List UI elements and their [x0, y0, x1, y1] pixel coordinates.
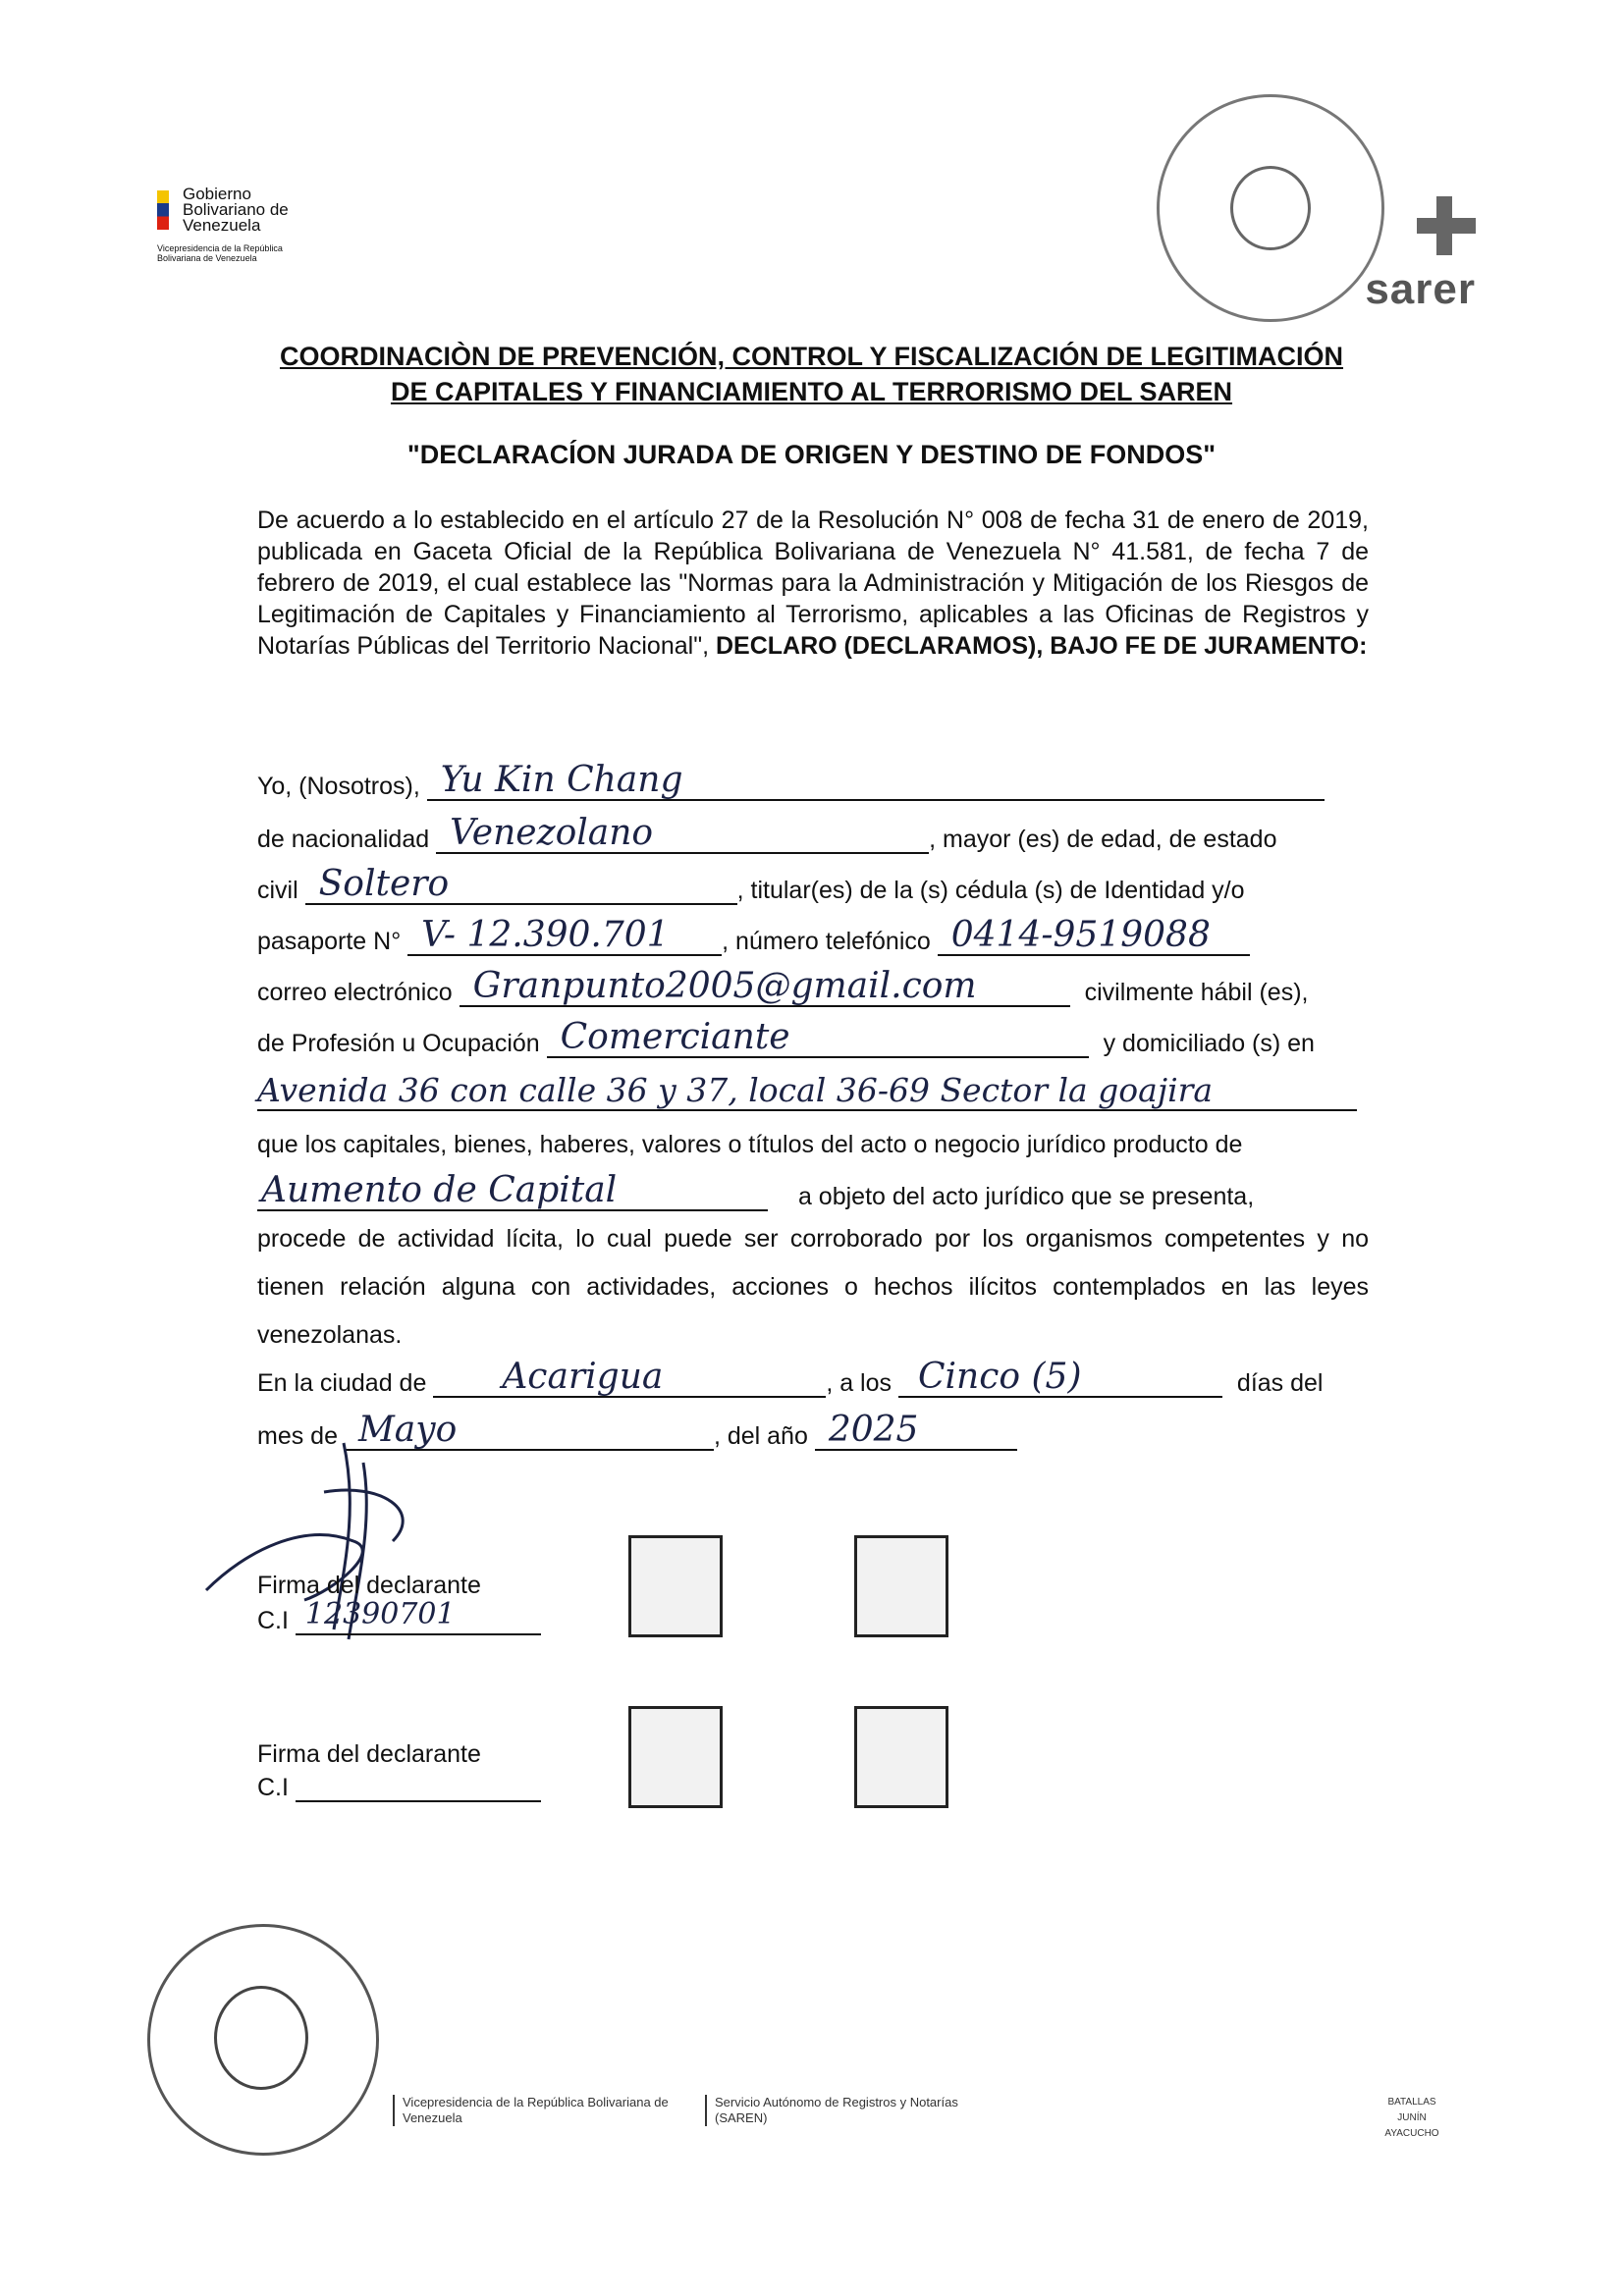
saren-mark-icon — [1417, 196, 1476, 260]
footer-saren: Servicio Autónomo de Registros y Notarías (SAREN) — [705, 2095, 970, 2126]
saren-logo: sarer — [1365, 265, 1476, 313]
capitales-text: que los capitales, bienes, haberes, valores o títulos del acto o negocio jurídico producto de — [257, 1131, 1243, 1158]
objeto-label: a objeto del acto jurídico que se presenta, — [797, 1183, 1255, 1210]
domicilio-label: y domiciliado (s) en — [1103, 1030, 1315, 1057]
dias-field[interactable] — [898, 1357, 1222, 1398]
gov-logo-text: Gobierno Bolivariano de Venezuela — [183, 185, 289, 235]
pasaporte-label: pasaporte N° — [257, 928, 402, 955]
ci-value-1: 12390701 — [304, 1597, 456, 1631]
ci-row-2 — [257, 1773, 541, 1802]
capitales-row — [257, 1131, 1369, 1170]
ciudad-row — [257, 1357, 1369, 1406]
ciudad-field[interactable] — [433, 1357, 826, 1398]
ci-label-1: C.I — [257, 1607, 289, 1634]
ci-field-1[interactable] — [296, 1597, 541, 1635]
telefono-label: , número telefónico — [722, 928, 931, 955]
habil-label: civilmente hábil (es), — [1084, 979, 1309, 1006]
profesion-row — [257, 1017, 1369, 1066]
notary-stamp-top — [1157, 94, 1384, 322]
procede-paragraph — [257, 1215, 1369, 1360]
producto-value: Aumento de Capital — [261, 1170, 618, 1210]
anio-label: , del año — [713, 1422, 808, 1450]
correo-field[interactable] — [460, 966, 1070, 1007]
anio-field[interactable] — [815, 1410, 1017, 1451]
intro-bold-text: DECLARO (DECLARAMOS), BAJO FE DE JURAMENTO: — [715, 632, 1368, 660]
footer-vicepresidencia: Vicepresidencia de la República Bolivariana de Venezuela — [393, 2095, 687, 2126]
stamp-seal-icon-bottom — [214, 1986, 308, 2090]
yo-field[interactable] — [427, 760, 1325, 801]
anio-value: 2025 — [828, 1410, 919, 1450]
flag-icon — [157, 190, 169, 230]
ciudad-label: En la ciudad de — [257, 1369, 427, 1397]
alos-label: , a los — [826, 1369, 893, 1397]
mes-value: Mayo — [357, 1410, 458, 1450]
producto-row — [257, 1170, 1369, 1219]
civil-value: Soltero — [318, 864, 450, 904]
profesion-value: Comerciante — [560, 1017, 790, 1057]
correo-label: correo electrónico — [257, 979, 453, 1006]
gov-logo — [157, 187, 295, 263]
document-subtitle: "DECLARACÍON JURADA DE ORIGEN Y DESTINO DE FONDOS" — [406, 440, 1217, 469]
civil-field[interactable] — [305, 864, 737, 905]
gov-logo-subtext: Vicepresidencia de la República Bolivariana de Venezuela — [157, 243, 283, 263]
telefono-field[interactable] — [938, 915, 1250, 956]
mes-label: mes de — [257, 1422, 338, 1450]
civil-label: civil — [257, 877, 298, 904]
mayor-label: , mayor (es) de edad, de estado — [929, 826, 1277, 853]
civil-row — [257, 864, 1369, 913]
domicilio-row — [257, 1071, 1369, 1119]
nacionalidad-field[interactable] — [436, 813, 929, 854]
dias-label: días del — [1236, 1369, 1324, 1397]
fingerprint-box-2b — [854, 1706, 948, 1808]
signature-label-1: Firma del declarante — [257, 1572, 481, 1599]
pasaporte-value: V- 12.390.701 — [421, 915, 670, 955]
telefono-value: 0414-9519088 — [950, 915, 1211, 955]
pasaporte-field[interactable] — [407, 915, 722, 956]
yo-value: Yu Kin Chang — [440, 760, 683, 800]
intro-paragraph — [257, 505, 1369, 662]
profesion-field[interactable] — [547, 1017, 1089, 1058]
nacionalidad-value: Venezolano — [450, 813, 654, 853]
title-line-2: DE CAPITALES Y FINANCIAMIENTO AL TERRORISMO DEL SAREN — [390, 377, 1233, 406]
domicilio-value: Avenida 36 con calle 36 y 37, local 36-69 Sector la goajira — [257, 1071, 1214, 1109]
yo-label: Yo, (Nosotros), — [257, 773, 420, 800]
nacionalidad-row — [257, 813, 1369, 862]
dias-value: Cinco (5) — [917, 1357, 1082, 1397]
fingerprint-box-1b — [854, 1535, 948, 1637]
fingerprint-box-1a — [628, 1535, 723, 1637]
intro-text: De acuerdo a lo establecido en el artículo 27 de la Resolución N° 008 de fecha 31 de enero de 2019, publicada en Gaceta Oficial de la República Bolivariana de Venezuela N° 41.581, de fecha 7 de febrero de 2019, el cual establece las "Normas para la Administración y Mitigación de los Riesgos de Legitimación de Capitales y Financiamiento al Terrorismo, aplicables a las Oficinas de Registros y Notarías Públicas del Territorio Nacional", — [257, 507, 1369, 660]
title-line-1: COORDINACIÒN DE PREVENCIÓN, CONTROL Y FISCALIZACIÓN DE LEGITIMACIÓN — [279, 342, 1344, 371]
producto-field[interactable] — [257, 1170, 768, 1211]
ciudad-value: Acarigua — [502, 1357, 664, 1397]
correo-value: Granpunto2005@gmail.com — [472, 966, 977, 1006]
notary-stamp-left — [147, 1924, 379, 2156]
profesion-label: de Profesión u Ocupación — [257, 1030, 540, 1057]
domicilio-field[interactable] — [257, 1071, 1357, 1111]
nacionalidad-label: de nacionalidad — [257, 826, 430, 853]
signature-label-2: Firma del declarante — [257, 1740, 481, 1768]
correo-row — [257, 966, 1369, 1015]
ci-label-2: C.I — [257, 1774, 289, 1801]
titular-label: , titular(es) de la (s) cédula (s) de Identidad y/o — [736, 877, 1245, 904]
ci-field-2[interactable] — [296, 1773, 541, 1802]
pasaporte-row — [257, 915, 1369, 964]
procede-text: procede de actividad lícita, lo cual puede ser corroborado por los organismos competentes y no tienen relación alguna con actividades, acciones o hechos ilícitos contemplados en las leyes venezolanas. — [257, 1225, 1369, 1349]
ci-row-1 — [257, 1597, 541, 1635]
footer-batallas: BATALLAS JUNÍN AYACUCHO — [1384, 2097, 1439, 2139]
yo-row — [257, 760, 1369, 809]
fingerprint-box-2a — [628, 1706, 723, 1808]
stamp-seal-icon — [1230, 166, 1311, 250]
